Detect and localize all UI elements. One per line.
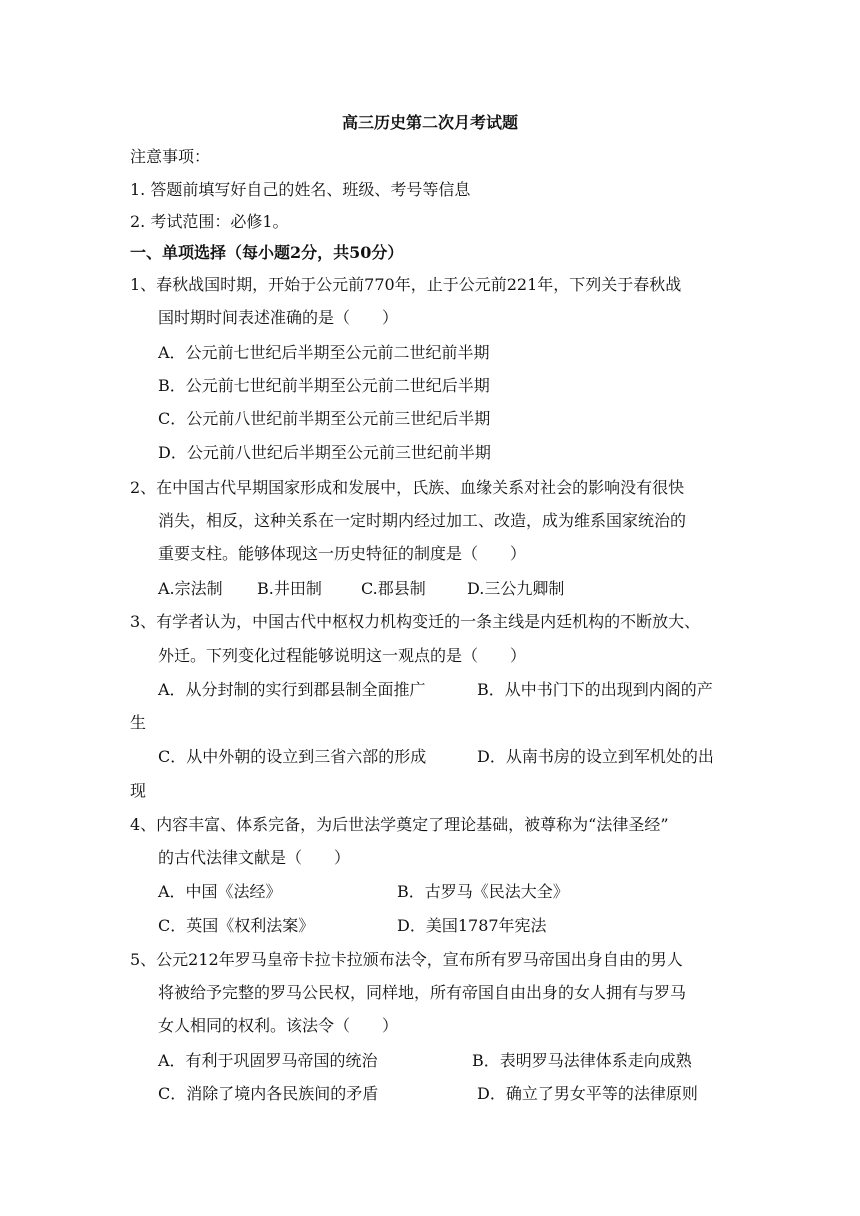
question-option: B．公元前七世纪前半期至公元前二世纪后半期 (158, 376, 490, 395)
question-stem: 国时期时间表述准确的是（ ） (158, 308, 399, 327)
question-option: C.郡县制 (361, 579, 426, 598)
question-option: D．从南书房的设立到军机处的出 (477, 747, 714, 766)
page-title: 高三历史第二次月考试题 (341, 113, 518, 132)
question-stem: 4、内容丰富、体系完备，为后世法学奠定了理论基础，被尊称为“法律圣经” (130, 815, 669, 834)
notice-item: 1. 答题前填写好自己的姓名、班级、考号等信息 (130, 180, 471, 199)
question-option: B．从中书门下的出现到内阁的产 (477, 680, 713, 699)
question-option: C．从中外朝的设立到三省六部的形成 (158, 747, 427, 766)
question-stem: 的古代法律文献是（ ） (158, 848, 351, 867)
question-option: A．公元前七世纪后半期至公元前二世纪前半期 (158, 343, 490, 362)
question-stem: 消失，相反，这种关系在一定时期内经过加工、改造，成为维系国家统治的 (158, 511, 687, 530)
question-stem: 外迁。下列变化过程能够说明这一观点的是（ ） (158, 646, 527, 665)
question-option: D.三公九卿制 (467, 579, 565, 598)
question-option: A．中国《法经》 (158, 882, 282, 901)
section-heading: 一、单项选择（每小题2分，共50分） (130, 243, 404, 262)
question-option: A．有利于巩固罗马帝国的统治 (158, 1051, 378, 1070)
question-stem: 3、有学者认为，中国古代中枢权力机构变迁的一条主线是内廷机构的不断放大、 (130, 612, 701, 631)
question-option: B.井田制 (257, 579, 322, 598)
question-stem: 5、公元212年罗马皇帝卡拉卡拉颁布法令，宣布所有罗马帝国出身自由的男人 (130, 950, 683, 969)
question-option: C．公元前八世纪前半期至公元前三世纪后半期 (158, 409, 491, 428)
question-option: C．英国《权利法案》 (158, 916, 315, 935)
question-option: B．表明罗马法律体系走向成熟 (472, 1051, 692, 1070)
question-stem: 将被给予完整的罗马公民权，同样地，所有帝国自由出身的女人拥有与罗马 (158, 983, 687, 1002)
question-option: B．古罗马《民法大全》 (397, 882, 569, 901)
question-option-continued: 生 (130, 713, 147, 732)
question-option: D．美国1787年宪法 (397, 916, 547, 935)
question-stem: 重要支柱。能够体现这一历史特征的制度是（ ） (158, 544, 527, 563)
question-stem: 女人相同的权利。该法令（ ） (158, 1016, 399, 1035)
question-option: A．从分封制的实行到郡县制全面推广 (158, 680, 426, 699)
question-option: D．确立了男女平等的法律原则 (477, 1084, 698, 1103)
question-option-continued: 现 (130, 781, 147, 800)
notice-heading: 注意事项： (130, 147, 211, 166)
question-stem: 1、春秋战国时期，开始于公元前770年，止于公元前221年，下列关于春秋战 (130, 275, 682, 294)
question-option: A.宗法制 (158, 579, 223, 598)
question-option: D．公元前八世纪后半期至公元前三世纪前半期 (158, 443, 491, 462)
question-option: C．消除了境内各民族间的矛盾 (158, 1084, 379, 1103)
notice-item: 2. 考试范围：必修1。 (130, 212, 289, 231)
question-stem: 2、在中国古代早期国家形成和发展中，氏族、血缘关系对社会的影响没有很快 (130, 478, 685, 497)
